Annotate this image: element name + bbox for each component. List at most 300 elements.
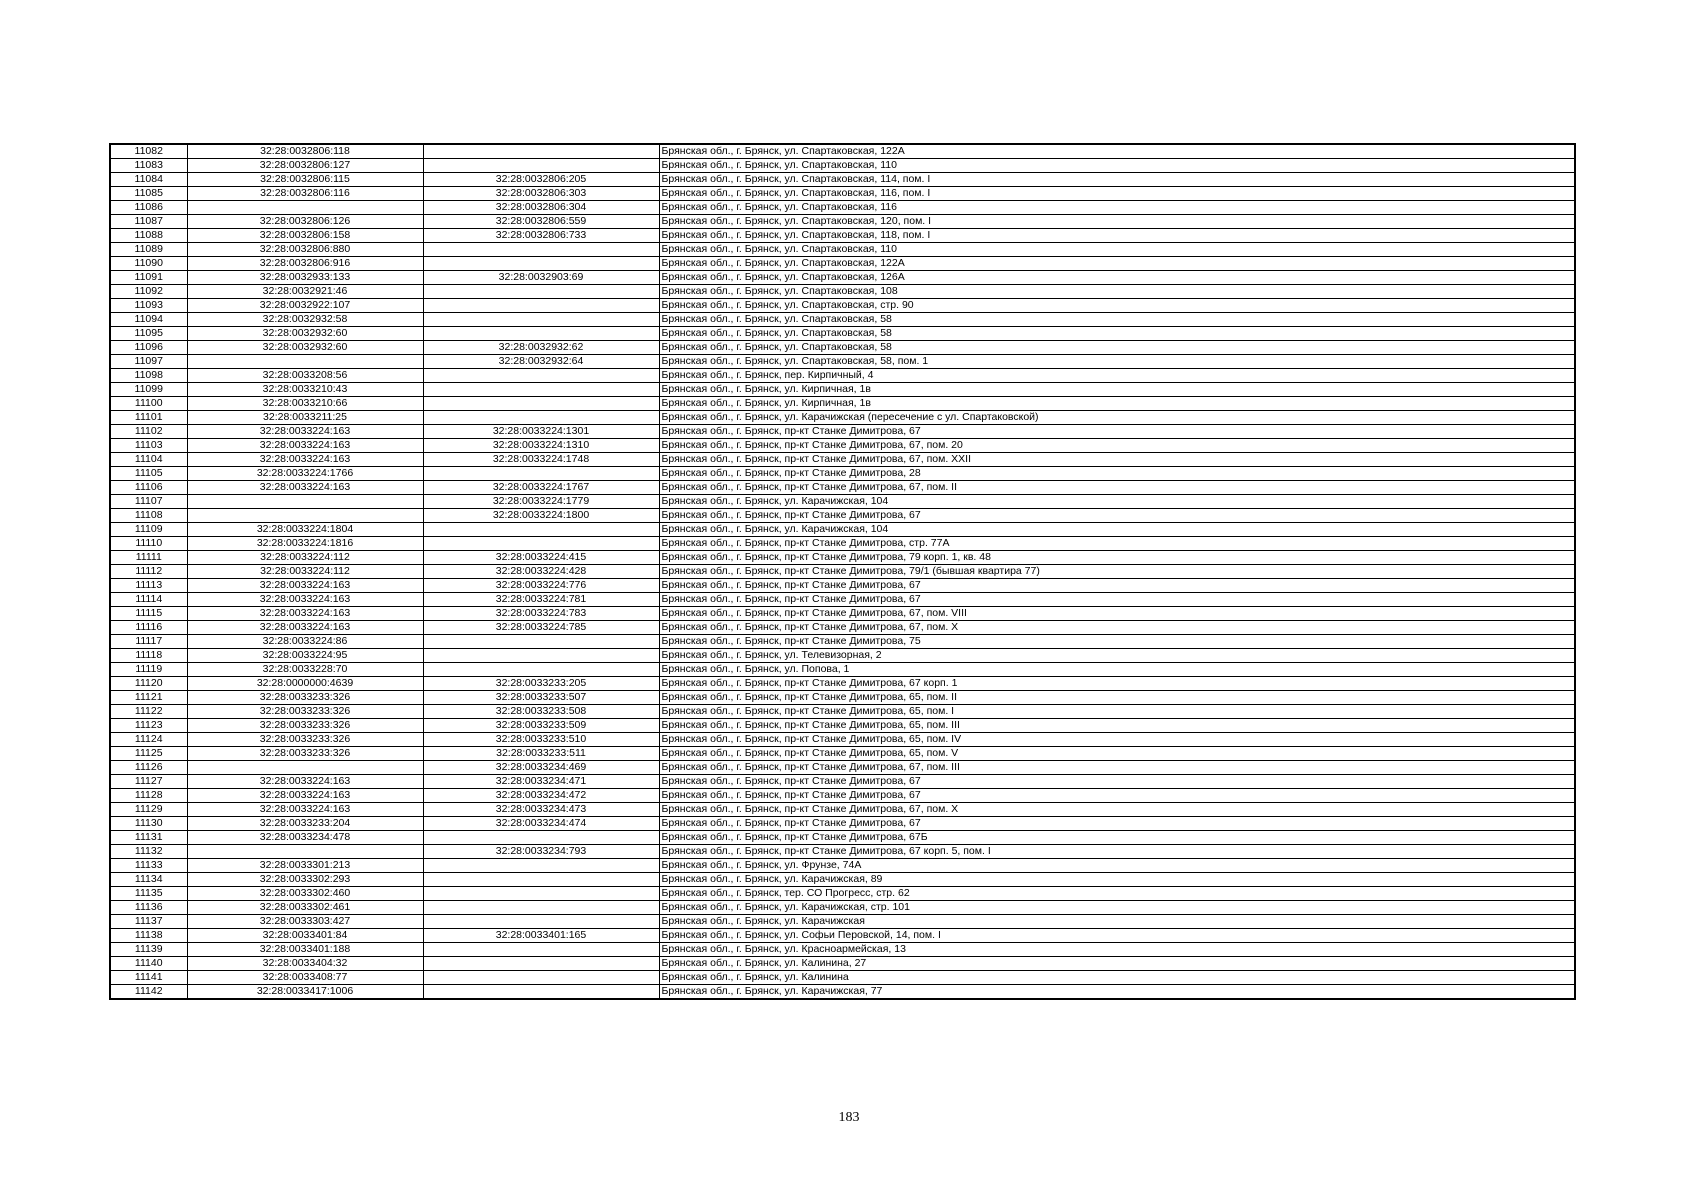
cadastral-number-cell xyxy=(187,355,423,369)
address-cell: Брянская обл., г. Брянск, ул. Спартаковская, 116, пом. I xyxy=(659,187,1575,201)
address-cell: Брянская обл., г. Брянск, ул. Карачижская, 104 xyxy=(659,495,1575,509)
table-row xyxy=(110,341,1575,355)
row-number-cell: 11127 xyxy=(110,775,187,789)
row-number-cell: 11139 xyxy=(110,943,187,957)
table-row xyxy=(110,327,1575,341)
cadastral-number-cell: 32:28:0032922:107 xyxy=(187,299,423,313)
row-number-cell: 11130 xyxy=(110,817,187,831)
table-row xyxy=(110,747,1575,761)
related-cadastral-number-cell xyxy=(423,243,659,257)
row-number-cell: 11132 xyxy=(110,845,187,859)
cadastral-number-cell: 32:28:0033224:1804 xyxy=(187,523,423,537)
row-number-cell: 11092 xyxy=(110,285,187,299)
related-cadastral-number-cell: 32:28:0032903:69 xyxy=(423,271,659,285)
row-number-cell: 11125 xyxy=(110,747,187,761)
cadastral-number-cell: 32:28:0032933:133 xyxy=(187,271,423,285)
cadastral-number-cell: 32:28:0033233:326 xyxy=(187,705,423,719)
row-number-cell: 11103 xyxy=(110,439,187,453)
address-cell: Брянская обл., г. Брянск, ул. Спартаковская, 122А xyxy=(659,257,1575,271)
cadastral-number-cell: 32:28:0000000:4639 xyxy=(187,677,423,691)
cadastral-number-cell: 32:28:0033224:163 xyxy=(187,775,423,789)
related-cadastral-number-cell xyxy=(423,397,659,411)
row-number-cell: 11095 xyxy=(110,327,187,341)
table-row xyxy=(110,495,1575,509)
cadastral-number-cell xyxy=(187,845,423,859)
cadastral-number-cell: 32:28:0033233:326 xyxy=(187,733,423,747)
table-row xyxy=(110,775,1575,789)
cadastral-number-cell: 32:28:0033210:66 xyxy=(187,397,423,411)
related-cadastral-number-cell xyxy=(423,467,659,481)
row-number-cell: 11098 xyxy=(110,369,187,383)
row-number-cell: 11122 xyxy=(110,705,187,719)
address-cell: Брянская обл., г. Брянск, ул. Спартаковская, 58 xyxy=(659,327,1575,341)
cadastral-number-cell: 32:28:0033233:326 xyxy=(187,691,423,705)
cadastral-number-cell xyxy=(187,509,423,523)
cadastral-number-cell: 32:28:0033224:163 xyxy=(187,425,423,439)
table-row xyxy=(110,915,1575,929)
related-cadastral-number-cell xyxy=(423,635,659,649)
cadastral-number-cell: 32:28:0033417:1006 xyxy=(187,985,423,1000)
row-number-cell: 11093 xyxy=(110,299,187,313)
related-cadastral-number-cell: 32:28:0033224:776 xyxy=(423,579,659,593)
table-row xyxy=(110,369,1575,383)
cadastral-number-cell: 32:28:0032806:115 xyxy=(187,173,423,187)
row-number-cell: 11107 xyxy=(110,495,187,509)
related-cadastral-number-cell: 32:28:0033224:1301 xyxy=(423,425,659,439)
address-cell: Брянская обл., г. Брянск, ул. Спартаковская, 110 xyxy=(659,159,1575,173)
cadastral-number-cell: 32:28:0032806:916 xyxy=(187,257,423,271)
address-cell: Брянская обл., г. Брянск, пр-кт Станке Димитрова, 67 xyxy=(659,425,1575,439)
address-cell: Брянская обл., г. Брянск, пр-кт Станке Димитрова, 67 xyxy=(659,593,1575,607)
address-cell: Брянская обл., г. Брянск, пр-кт Станке Димитрова, 75 xyxy=(659,635,1575,649)
related-cadastral-number-cell: 32:28:0033234:472 xyxy=(423,789,659,803)
address-cell: Брянская обл., г. Брянск, пр-кт Станке Димитрова, 67, пом. X xyxy=(659,803,1575,817)
address-cell: Брянская обл., г. Брянск, пр-кт Станке Димитрова, 67 xyxy=(659,579,1575,593)
row-number-cell: 11090 xyxy=(110,257,187,271)
address-cell: Брянская обл., г. Брянск, ул. Спартаковская, 126А xyxy=(659,271,1575,285)
cadastral-number-cell: 32:28:0032806:118 xyxy=(187,144,423,159)
row-number-cell: 11141 xyxy=(110,971,187,985)
address-cell: Брянская обл., г. Брянск, пр-кт Станке Димитрова, 67, пом. XXII xyxy=(659,453,1575,467)
table-row xyxy=(110,481,1575,495)
related-cadastral-number-cell: 32:28:0032806:559 xyxy=(423,215,659,229)
address-cell: Брянская обл., г. Брянск, пр-кт Станке Димитрова, 28 xyxy=(659,467,1575,481)
related-cadastral-number-cell: 32:28:0032806:303 xyxy=(423,187,659,201)
address-cell: Брянская обл., г. Брянск, пр-кт Станке Димитрова, 67, пом. II xyxy=(659,481,1575,495)
cadastral-number-cell: 32:28:0032932:58 xyxy=(187,313,423,327)
related-cadastral-number-cell: 32:28:0032806:205 xyxy=(423,173,659,187)
related-cadastral-number-cell: 32:28:0033224:1779 xyxy=(423,495,659,509)
related-cadastral-number-cell: 32:28:0033224:785 xyxy=(423,621,659,635)
row-number-cell: 11129 xyxy=(110,803,187,817)
related-cadastral-number-cell: 32:28:0033224:1310 xyxy=(423,439,659,453)
row-number-cell: 11123 xyxy=(110,719,187,733)
table-row xyxy=(110,789,1575,803)
address-cell: Брянская обл., г. Брянск, ул. Карачижская, стр. 101 xyxy=(659,901,1575,915)
address-cell: Брянская обл., г. Брянск, ул. Спартаковская, 58, пом. 1 xyxy=(659,355,1575,369)
row-number-cell: 11091 xyxy=(110,271,187,285)
address-cell: Брянская обл., г. Брянск, пр-кт Станке Димитрова, 65, пом. V xyxy=(659,747,1575,761)
table-row xyxy=(110,397,1575,411)
row-number-cell: 11117 xyxy=(110,635,187,649)
related-cadastral-number-cell xyxy=(423,985,659,1000)
table-row xyxy=(110,873,1575,887)
table-row xyxy=(110,453,1575,467)
address-cell: Брянская обл., г. Брянск, ул. Калинина xyxy=(659,971,1575,985)
row-number-cell: 11110 xyxy=(110,537,187,551)
related-cadastral-number-cell: 32:28:0032806:733 xyxy=(423,229,659,243)
address-cell: Брянская обл., г. Брянск, пр-кт Станке Димитрова, 67, пом. III xyxy=(659,761,1575,775)
table-row xyxy=(110,313,1575,327)
row-number-cell: 11118 xyxy=(110,649,187,663)
table-row xyxy=(110,439,1575,453)
cadastral-number-cell: 32:28:0033224:163 xyxy=(187,453,423,467)
related-cadastral-number-cell xyxy=(423,313,659,327)
related-cadastral-number-cell xyxy=(423,144,659,159)
row-number-cell: 11108 xyxy=(110,509,187,523)
address-cell: Брянская обл., г. Брянск, пр-кт Станке Димитрова, 67 xyxy=(659,509,1575,523)
cadastral-number-cell: 32:28:0032932:60 xyxy=(187,327,423,341)
row-number-cell: 11101 xyxy=(110,411,187,425)
address-cell: Брянская обл., г. Брянск, пр-кт Станке Димитрова, 65, пом. I xyxy=(659,705,1575,719)
cadastral-number-cell: 32:28:0033401:84 xyxy=(187,929,423,943)
cadastral-number-cell: 32:28:0033224:163 xyxy=(187,579,423,593)
cadastral-number-cell: 32:28:0033224:163 xyxy=(187,481,423,495)
table-row xyxy=(110,803,1575,817)
related-cadastral-number-cell: 32:28:0033224:428 xyxy=(423,565,659,579)
row-number-cell: 11087 xyxy=(110,215,187,229)
address-cell: Брянская обл., г. Брянск, пр-кт Станке Димитрова, 67 xyxy=(659,789,1575,803)
cadastral-number-cell: 32:28:0033233:204 xyxy=(187,817,423,831)
row-number-cell: 11094 xyxy=(110,313,187,327)
row-number-cell: 11115 xyxy=(110,607,187,621)
table-row xyxy=(110,425,1575,439)
table-row xyxy=(110,285,1575,299)
cadastral-number-cell: 32:28:0033224:163 xyxy=(187,607,423,621)
address-cell: Брянская обл., г. Брянск, пр-кт Станке Димитрова, 79 корп. 1, кв. 48 xyxy=(659,551,1575,565)
table-row xyxy=(110,859,1575,873)
address-cell: Брянская обл., г. Брянск, пр-кт Станке Димитрова, 65, пом. II xyxy=(659,691,1575,705)
address-cell: Брянская обл., г. Брянск, ул. Спартаковская, 58 xyxy=(659,313,1575,327)
related-cadastral-number-cell xyxy=(423,299,659,313)
cadastral-number-cell: 32:28:0033224:86 xyxy=(187,635,423,649)
row-number-cell: 11126 xyxy=(110,761,187,775)
cadastral-number-cell: 32:28:0033224:163 xyxy=(187,439,423,453)
related-cadastral-number-cell: 32:28:0033224:783 xyxy=(423,607,659,621)
row-number-cell: 11124 xyxy=(110,733,187,747)
address-cell: Брянская обл., г. Брянск, ул. Софьи Перовской, 14, пом. I xyxy=(659,929,1575,943)
table-row xyxy=(110,187,1575,201)
registry-table-body xyxy=(110,144,1575,999)
related-cadastral-number-cell: 32:28:0033224:781 xyxy=(423,593,659,607)
row-number-cell: 11088 xyxy=(110,229,187,243)
row-number-cell: 11086 xyxy=(110,201,187,215)
row-number-cell: 11105 xyxy=(110,467,187,481)
related-cadastral-number-cell: 32:28:0032932:64 xyxy=(423,355,659,369)
related-cadastral-number-cell xyxy=(423,257,659,271)
table-row xyxy=(110,383,1575,397)
cadastral-number-cell: 32:28:0033224:1816 xyxy=(187,537,423,551)
address-cell: Брянская обл., г. Брянск, пр-кт Станке Димитрова, 67 корп. 1 xyxy=(659,677,1575,691)
address-cell: Брянская обл., г. Брянск, пр-кт Станке Димитрова, 67 xyxy=(659,775,1575,789)
registry-table xyxy=(109,143,1576,1000)
related-cadastral-number-cell xyxy=(423,943,659,957)
related-cadastral-number-cell: 32:28:0033224:1800 xyxy=(423,509,659,523)
related-cadastral-number-cell xyxy=(423,411,659,425)
related-cadastral-number-cell: 32:28:0032932:62 xyxy=(423,341,659,355)
related-cadastral-number-cell xyxy=(423,159,659,173)
address-cell: Брянская обл., г. Брянск, ул. Карачижская, 89 xyxy=(659,873,1575,887)
address-cell: Брянская обл., г. Брянск, ул. Карачижская, 104 xyxy=(659,523,1575,537)
table-row xyxy=(110,985,1575,1000)
address-cell: Брянская обл., г. Брянск, ул. Спартаковская, 108 xyxy=(659,285,1575,299)
cadastral-number-cell: 32:28:0033301:213 xyxy=(187,859,423,873)
table-row xyxy=(110,691,1575,705)
row-number-cell: 11083 xyxy=(110,159,187,173)
cadastral-number-cell: 32:28:0033208:56 xyxy=(187,369,423,383)
table-row xyxy=(110,663,1575,677)
row-number-cell: 11138 xyxy=(110,929,187,943)
row-number-cell: 11140 xyxy=(110,957,187,971)
related-cadastral-number-cell xyxy=(423,957,659,971)
related-cadastral-number-cell: 32:28:0033234:469 xyxy=(423,761,659,775)
table-row xyxy=(110,523,1575,537)
cadastral-number-cell xyxy=(187,761,423,775)
cadastral-number-cell: 32:28:0033302:461 xyxy=(187,901,423,915)
table-row xyxy=(110,677,1575,691)
address-cell: Брянская обл., г. Брянск, ул. Фрунзе, 74А xyxy=(659,859,1575,873)
cadastral-number-cell: 32:28:0032806:158 xyxy=(187,229,423,243)
cadastral-number-cell: 32:28:0032921:46 xyxy=(187,285,423,299)
row-number-cell: 11111 xyxy=(110,551,187,565)
cadastral-number-cell: 32:28:0033224:163 xyxy=(187,803,423,817)
cadastral-number-cell: 32:28:0033224:95 xyxy=(187,649,423,663)
address-cell: Брянская обл., г. Брянск, ул. Карачижская xyxy=(659,915,1575,929)
related-cadastral-number-cell: 32:28:0033224:1767 xyxy=(423,481,659,495)
table-row xyxy=(110,299,1575,313)
table-row xyxy=(110,761,1575,775)
table-row xyxy=(110,201,1575,215)
cadastral-number-cell: 32:28:0033401:188 xyxy=(187,943,423,957)
cadastral-number-cell xyxy=(187,201,423,215)
table-row xyxy=(110,705,1575,719)
row-number-cell: 11109 xyxy=(110,523,187,537)
table-row xyxy=(110,887,1575,901)
address-cell: Брянская обл., г. Брянск, ул. Спартаковская, стр. 90 xyxy=(659,299,1575,313)
table-row xyxy=(110,943,1575,957)
cadastral-number-cell: 32:28:0033210:43 xyxy=(187,383,423,397)
related-cadastral-number-cell xyxy=(423,327,659,341)
table-row xyxy=(110,845,1575,859)
table-row xyxy=(110,649,1575,663)
table-row xyxy=(110,551,1575,565)
related-cadastral-number-cell: 32:28:0033233:510 xyxy=(423,733,659,747)
address-cell: Брянская обл., г. Брянск, ул. Попова, 1 xyxy=(659,663,1575,677)
cadastral-number-cell: 32:28:0033408:77 xyxy=(187,971,423,985)
address-cell: Брянская обл., г. Брянск, пр-кт Станке Димитрова, 79/1 (бывшая квартира 77) xyxy=(659,565,1575,579)
address-cell: Брянская обл., г. Брянск, ул. Кирпичная, 1в xyxy=(659,397,1575,411)
cadastral-number-cell: 32:28:0033224:163 xyxy=(187,789,423,803)
related-cadastral-number-cell: 32:28:0033233:508 xyxy=(423,705,659,719)
related-cadastral-number-cell xyxy=(423,971,659,985)
related-cadastral-number-cell xyxy=(423,831,659,845)
table-row xyxy=(110,271,1575,285)
table-row xyxy=(110,229,1575,243)
row-number-cell: 11096 xyxy=(110,341,187,355)
related-cadastral-number-cell xyxy=(423,915,659,929)
address-cell: Брянская обл., г. Брянск, ул. Карачижская (пересечение с ул. Спартаковской) xyxy=(659,411,1575,425)
cadastral-number-cell: 32:28:0033224:112 xyxy=(187,565,423,579)
table-row xyxy=(110,411,1575,425)
cadastral-number-cell: 32:28:0033302:293 xyxy=(187,873,423,887)
page-number: 183 xyxy=(838,1110,860,1125)
related-cadastral-number-cell: 32:28:0032806:304 xyxy=(423,201,659,215)
related-cadastral-number-cell: 32:28:0033233:509 xyxy=(423,719,659,733)
row-number-cell: 11142 xyxy=(110,985,187,1000)
row-number-cell: 11084 xyxy=(110,173,187,187)
row-number-cell: 11114 xyxy=(110,593,187,607)
cadastral-number-cell: 32:28:0032806:126 xyxy=(187,215,423,229)
related-cadastral-number-cell xyxy=(423,873,659,887)
row-number-cell: 11106 xyxy=(110,481,187,495)
related-cadastral-number-cell: 32:28:0033233:205 xyxy=(423,677,659,691)
row-number-cell: 11089 xyxy=(110,243,187,257)
row-number-cell: 11116 xyxy=(110,621,187,635)
row-number-cell: 11134 xyxy=(110,873,187,887)
cadastral-number-cell: 32:28:0032806:116 xyxy=(187,187,423,201)
related-cadastral-number-cell xyxy=(423,537,659,551)
address-cell: Брянская обл., г. Брянск, ул. Телевизорная, 2 xyxy=(659,649,1575,663)
table-row xyxy=(110,579,1575,593)
address-cell: Брянская обл., г. Брянск, ул. Кирпичная, 1в xyxy=(659,383,1575,397)
row-number-cell: 11082 xyxy=(110,144,187,159)
cadastral-number-cell: 32:28:0033224:163 xyxy=(187,621,423,635)
cadastral-number-cell: 32:28:0033234:478 xyxy=(187,831,423,845)
related-cadastral-number-cell: 32:28:0033233:511 xyxy=(423,747,659,761)
related-cadastral-number-cell: 32:28:0033234:793 xyxy=(423,845,659,859)
address-cell: Брянская обл., г. Брянск, ул. Спартаковская, 114, пом. I xyxy=(659,173,1575,187)
table-row xyxy=(110,733,1575,747)
address-cell: Брянская обл., г. Брянск, ул. Спартаковская, 120, пом. I xyxy=(659,215,1575,229)
cadastral-number-cell: 32:28:0033404:32 xyxy=(187,957,423,971)
table-row xyxy=(110,929,1575,943)
row-number-cell: 11135 xyxy=(110,887,187,901)
address-cell: Брянская обл., г. Брянск, пр-кт Станке Димитрова, 67, пом. 20 xyxy=(659,439,1575,453)
table-row xyxy=(110,831,1575,845)
table-row xyxy=(110,467,1575,481)
table-row xyxy=(110,719,1575,733)
related-cadastral-number-cell xyxy=(423,383,659,397)
related-cadastral-number-cell xyxy=(423,523,659,537)
row-number-cell: 11100 xyxy=(110,397,187,411)
table-row xyxy=(110,593,1575,607)
address-cell: Брянская обл., г. Брянск, пер. Кирпичный, 4 xyxy=(659,369,1575,383)
address-cell: Брянская обл., г. Брянск, ул. Спартаковская, 118, пом. I xyxy=(659,229,1575,243)
address-cell: Брянская обл., г. Брянск, пр-кт Станке Димитрова, 67Б xyxy=(659,831,1575,845)
row-number-cell: 11099 xyxy=(110,383,187,397)
row-number-cell: 11133 xyxy=(110,859,187,873)
table-row xyxy=(110,957,1575,971)
row-number-cell: 11121 xyxy=(110,691,187,705)
cadastral-number-cell: 32:28:0033233:326 xyxy=(187,747,423,761)
related-cadastral-number-cell xyxy=(423,285,659,299)
cadastral-number-cell: 32:28:0033302:460 xyxy=(187,887,423,901)
cadastral-number-cell: 32:28:0033303:427 xyxy=(187,915,423,929)
address-cell: Брянская обл., г. Брянск, пр-кт Станке Димитрова, 67, пом. VIII xyxy=(659,607,1575,621)
table-row xyxy=(110,635,1575,649)
table-row xyxy=(110,621,1575,635)
table-row xyxy=(110,243,1575,257)
row-number-cell: 11120 xyxy=(110,677,187,691)
related-cadastral-number-cell: 32:28:0033224:1748 xyxy=(423,453,659,467)
cadastral-number-cell: 32:28:0033211:25 xyxy=(187,411,423,425)
related-cadastral-number-cell xyxy=(423,901,659,915)
cadastral-number-cell: 32:28:0032806:127 xyxy=(187,159,423,173)
related-cadastral-number-cell: 32:28:0033234:473 xyxy=(423,803,659,817)
related-cadastral-number-cell: 32:28:0033401:165 xyxy=(423,929,659,943)
related-cadastral-number-cell xyxy=(423,649,659,663)
row-number-cell: 11136 xyxy=(110,901,187,915)
table-row xyxy=(110,537,1575,551)
related-cadastral-number-cell: 32:28:0033234:471 xyxy=(423,775,659,789)
cadastral-number-cell: 32:28:0033228:70 xyxy=(187,663,423,677)
row-number-cell: 11131 xyxy=(110,831,187,845)
address-cell: Брянская обл., г. Брянск, ул. Красноармейская, 13 xyxy=(659,943,1575,957)
row-number-cell: 11113 xyxy=(110,579,187,593)
table-row xyxy=(110,565,1575,579)
table-row xyxy=(110,355,1575,369)
table-row xyxy=(110,215,1575,229)
related-cadastral-number-cell xyxy=(423,663,659,677)
row-number-cell: 11128 xyxy=(110,789,187,803)
row-number-cell: 11102 xyxy=(110,425,187,439)
address-cell: Брянская обл., г. Брянск, ул. Спартаковская, 116 xyxy=(659,201,1575,215)
row-number-cell: 11137 xyxy=(110,915,187,929)
row-number-cell: 11104 xyxy=(110,453,187,467)
row-number-cell: 11119 xyxy=(110,663,187,677)
row-number-cell: 11112 xyxy=(110,565,187,579)
cadastral-number-cell: 32:28:0032806:880 xyxy=(187,243,423,257)
cadastral-number-cell: 32:28:0032932:60 xyxy=(187,341,423,355)
row-number-cell: 11097 xyxy=(110,355,187,369)
cadastral-number-cell xyxy=(187,495,423,509)
address-cell: Брянская обл., г. Брянск, пр-кт Станке Димитрова, 67 корп. 5, пом. I xyxy=(659,845,1575,859)
address-cell: Брянская обл., г. Брянск, тер. СО Прогресс, стр. 62 xyxy=(659,887,1575,901)
table-row xyxy=(110,159,1575,173)
cadastral-number-cell: 32:28:0033233:326 xyxy=(187,719,423,733)
table-row xyxy=(110,817,1575,831)
address-cell: Брянская обл., г. Брянск, пр-кт Станке Димитрова, 65, пом. III xyxy=(659,719,1575,733)
table-row xyxy=(110,901,1575,915)
address-cell: Брянская обл., г. Брянск, ул. Спартаковская, 110 xyxy=(659,243,1575,257)
address-cell: Брянская обл., г. Брянск, ул. Спартаковская, 122А xyxy=(659,144,1575,159)
address-cell: Брянская обл., г. Брянск, ул. Карачижская, 77 xyxy=(659,985,1575,1000)
address-cell: Брянская обл., г. Брянск, пр-кт Станке Димитрова, 67 xyxy=(659,817,1575,831)
address-cell: Брянская обл., г. Брянск, ул. Спартаковская, 58 xyxy=(659,341,1575,355)
table-row xyxy=(110,257,1575,271)
cadastral-number-cell: 32:28:0033224:1766 xyxy=(187,467,423,481)
related-cadastral-number-cell xyxy=(423,887,659,901)
address-cell: Брянская обл., г. Брянск, ул. Калинина, 27 xyxy=(659,957,1575,971)
related-cadastral-number-cell: 32:28:0033234:474 xyxy=(423,817,659,831)
related-cadastral-number-cell xyxy=(423,859,659,873)
related-cadastral-number-cell xyxy=(423,369,659,383)
row-number-cell: 11085 xyxy=(110,187,187,201)
table-row xyxy=(110,173,1575,187)
address-cell: Брянская обл., г. Брянск, пр-кт Станке Димитрова, стр. 77А xyxy=(659,537,1575,551)
related-cadastral-number-cell: 32:28:0033233:507 xyxy=(423,691,659,705)
cadastral-number-cell: 32:28:0033224:163 xyxy=(187,593,423,607)
